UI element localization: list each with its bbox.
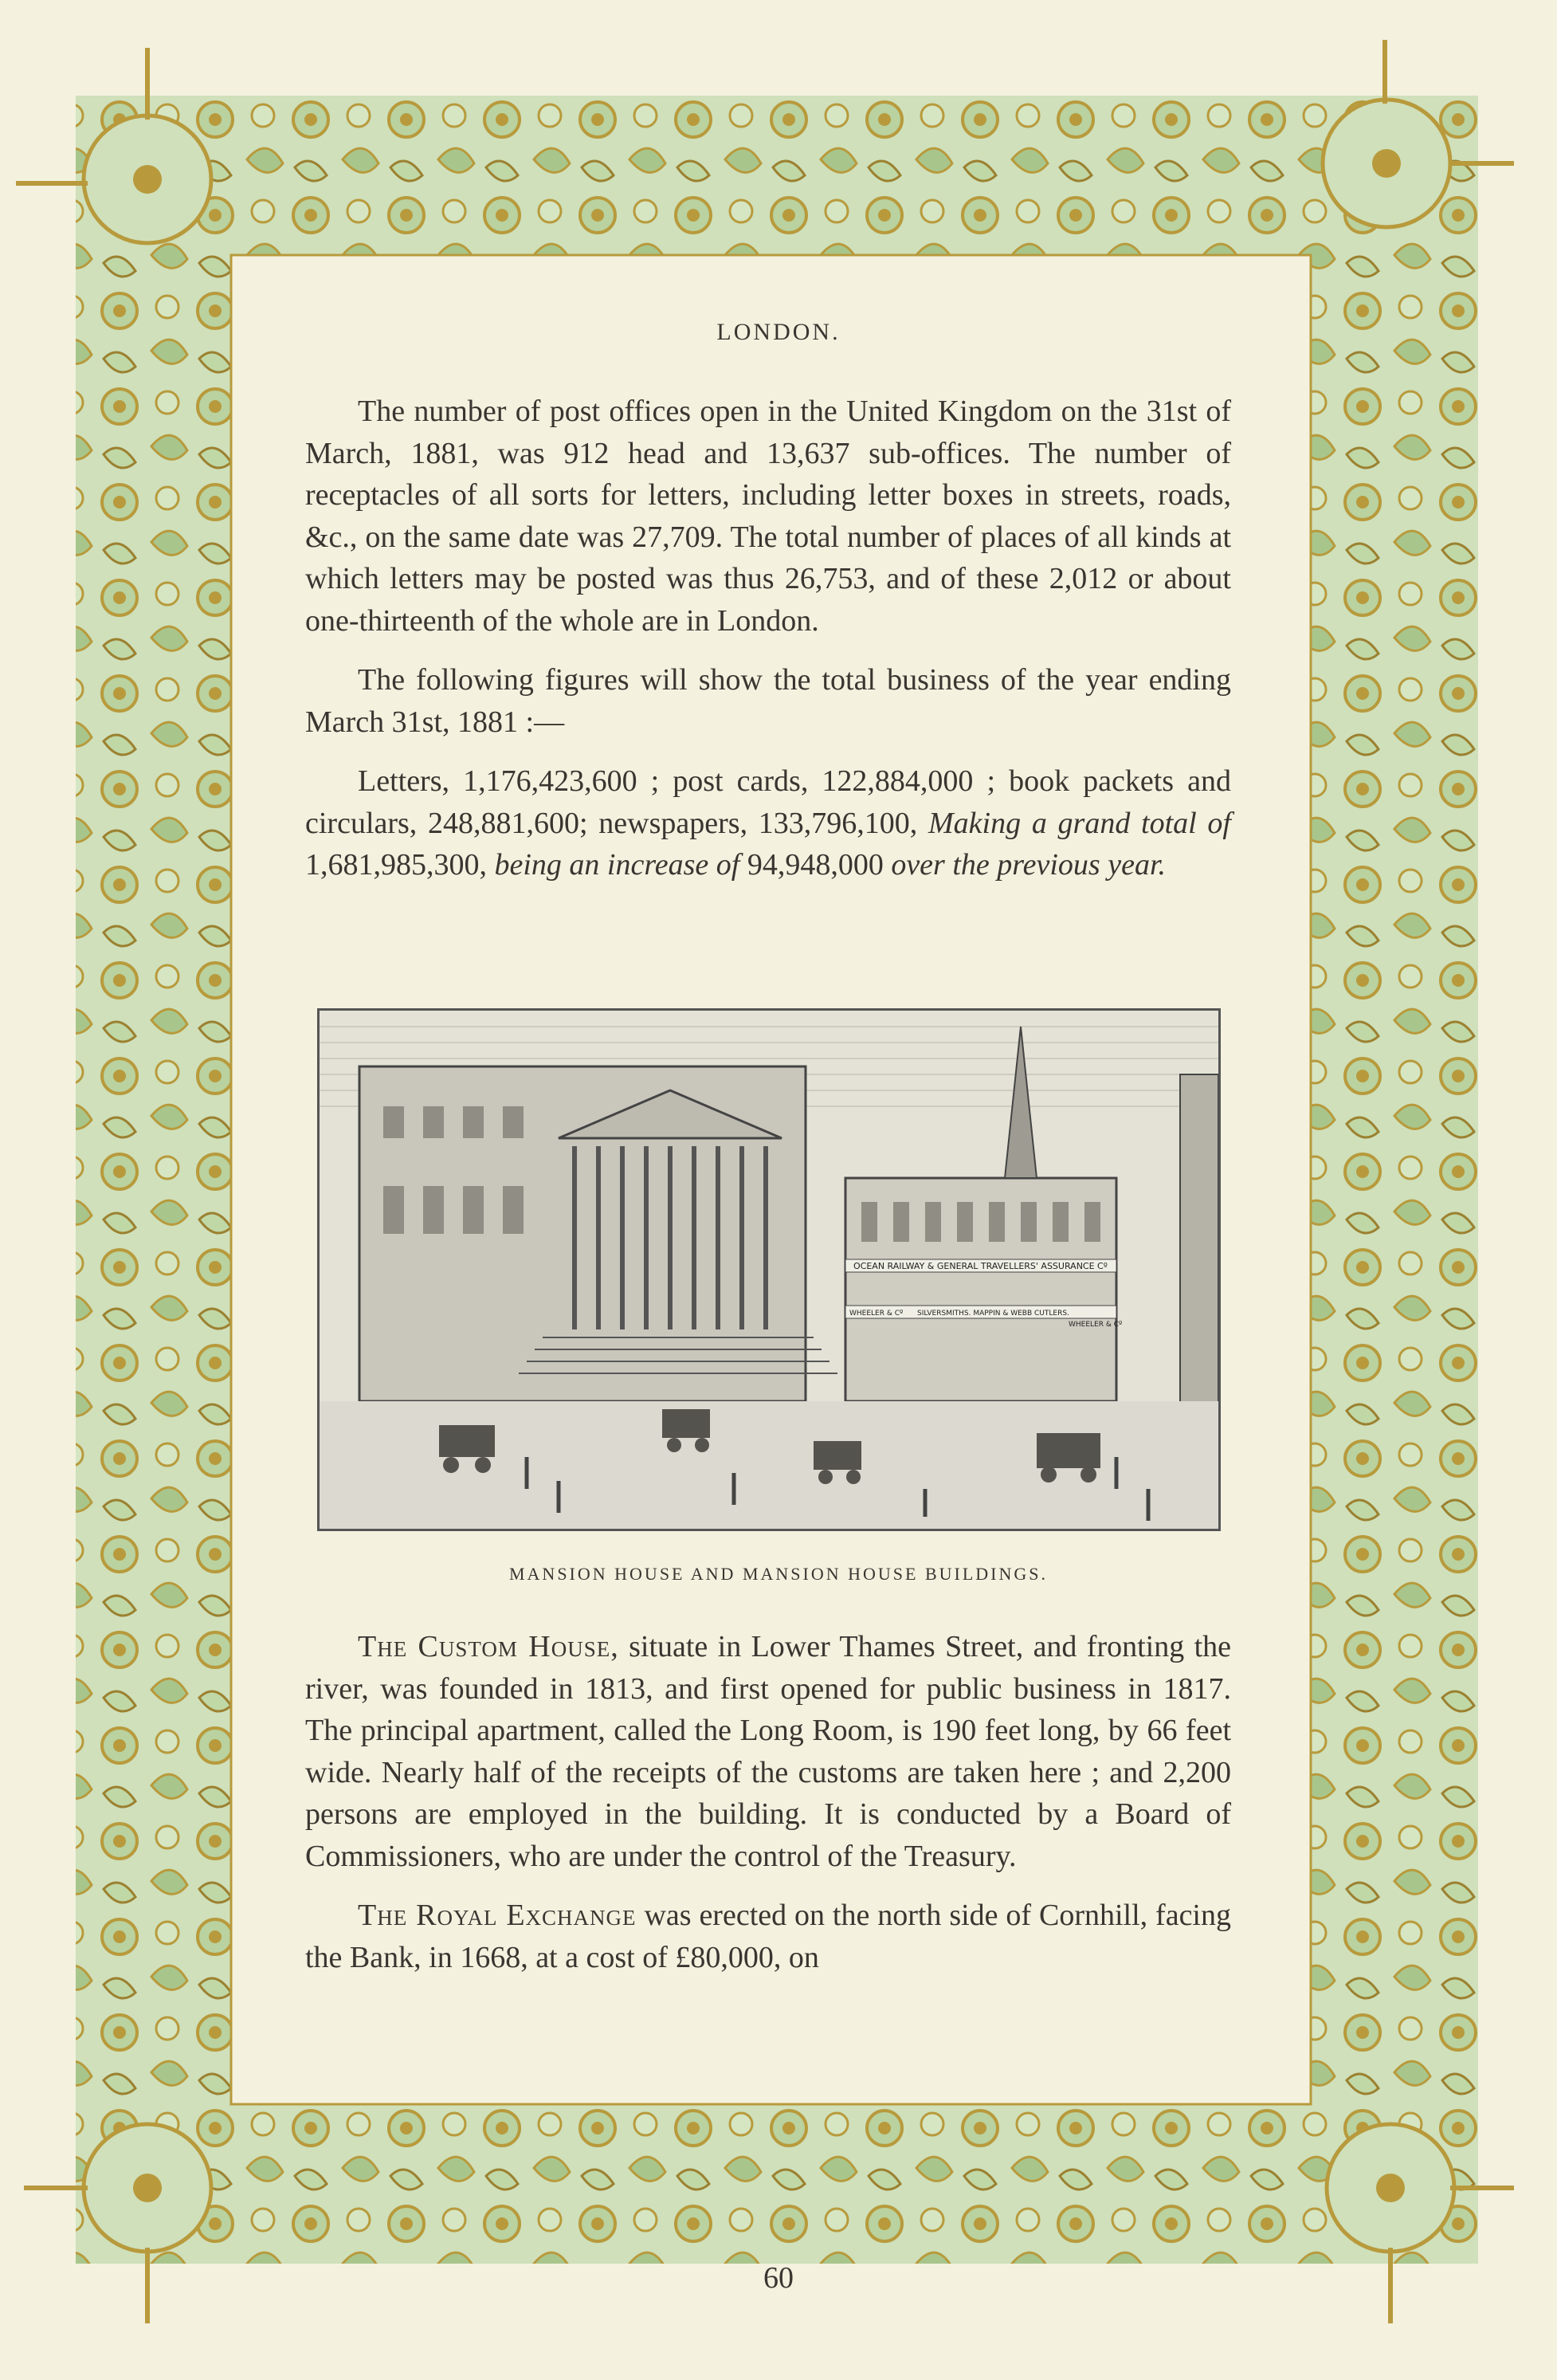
paragraph-figures-intro: The following figures will show the total business of the year ending March 31st, 1881 :— — [305, 663, 1231, 739]
sign-mappin-webb: SILVERSMITHS. MAPPIN & WEBB CUTLERS. — [917, 1310, 1069, 1318]
sign-wheeler-right: WHEELER & Cº — [1069, 1321, 1123, 1329]
paragraph-letters-figures — [305, 760, 1231, 886]
custom-house-heading: The Custom House, — [358, 1630, 619, 1663]
paragraph-post-offices: The number of post offices open in the United Kingdom on the 31st of March, 1881, was 912 head and 13,637 sub-offices. The number of receptacles of all sorts for letters, including letter boxes in streets, roads, &c., on the same date was 27,709. The total number of places of all kinds at which letters may be posted was thus 26,753, and of these 2,012 or about one-thirteenth of the whole are in London. — [305, 395, 1231, 638]
paragraph-custom-house — [305, 1626, 1231, 1877]
royal-exchange-text: was erected on the north side of Cornhill, facing the Bank, in 1668, at a cost of £80,000, on — [305, 1899, 1231, 1974]
text-lower — [305, 1626, 1231, 1996]
text-upper — [305, 391, 1231, 904]
letters-figures-text: Letters, 1,176,423,600 ; post cards, 122,884,000 ; book packets and circulars, 248,881,600; newspapers, 133,796,100, — [305, 764, 1231, 840]
increase-number: 94,948,000 — [747, 848, 884, 882]
grand-total-number: 1,681,985,300, — [305, 848, 487, 882]
engraving-drawing — [320, 1011, 1218, 1529]
illustration-caption: MANSION HOUSE AND MANSION HOUSE BUILDINGS. — [508, 1564, 1049, 1584]
sign-wheeler-left: WHEELER & Cº — [849, 1310, 904, 1318]
page-number: 60 — [763, 2261, 794, 2295]
italic-phrase-previous-year: over the previous year. — [891, 848, 1167, 882]
engraving-mansion-house — [317, 1008, 1221, 1531]
italic-phrase-total: Making a grand total of — [928, 806, 1231, 840]
running-head: LONDON. — [716, 319, 841, 345]
custom-house-text: situate in Lower Thames Street, and fronting the river, was founded in 1813, and first opened for public business in 1817. The principal apartment, called the Long Room, is 190 feet long, by 66 feet wide. Nearly half of the receipts of the customs are taken here ; and 2,200 persons are employed in the building. It is conducted by a Board of Commissioners, who are under the control of the Treasury. — [305, 1630, 1231, 1873]
sign-assurance: OCEAN RAILWAY & GENERAL TRAVELLERS' ASSURANCE Cº — [853, 1261, 1108, 1271]
paragraph-royal-exchange — [305, 1895, 1231, 1978]
royal-exchange-heading: The Royal Exchange — [358, 1899, 637, 1932]
italic-phrase-increase: being an increase of — [494, 848, 740, 882]
